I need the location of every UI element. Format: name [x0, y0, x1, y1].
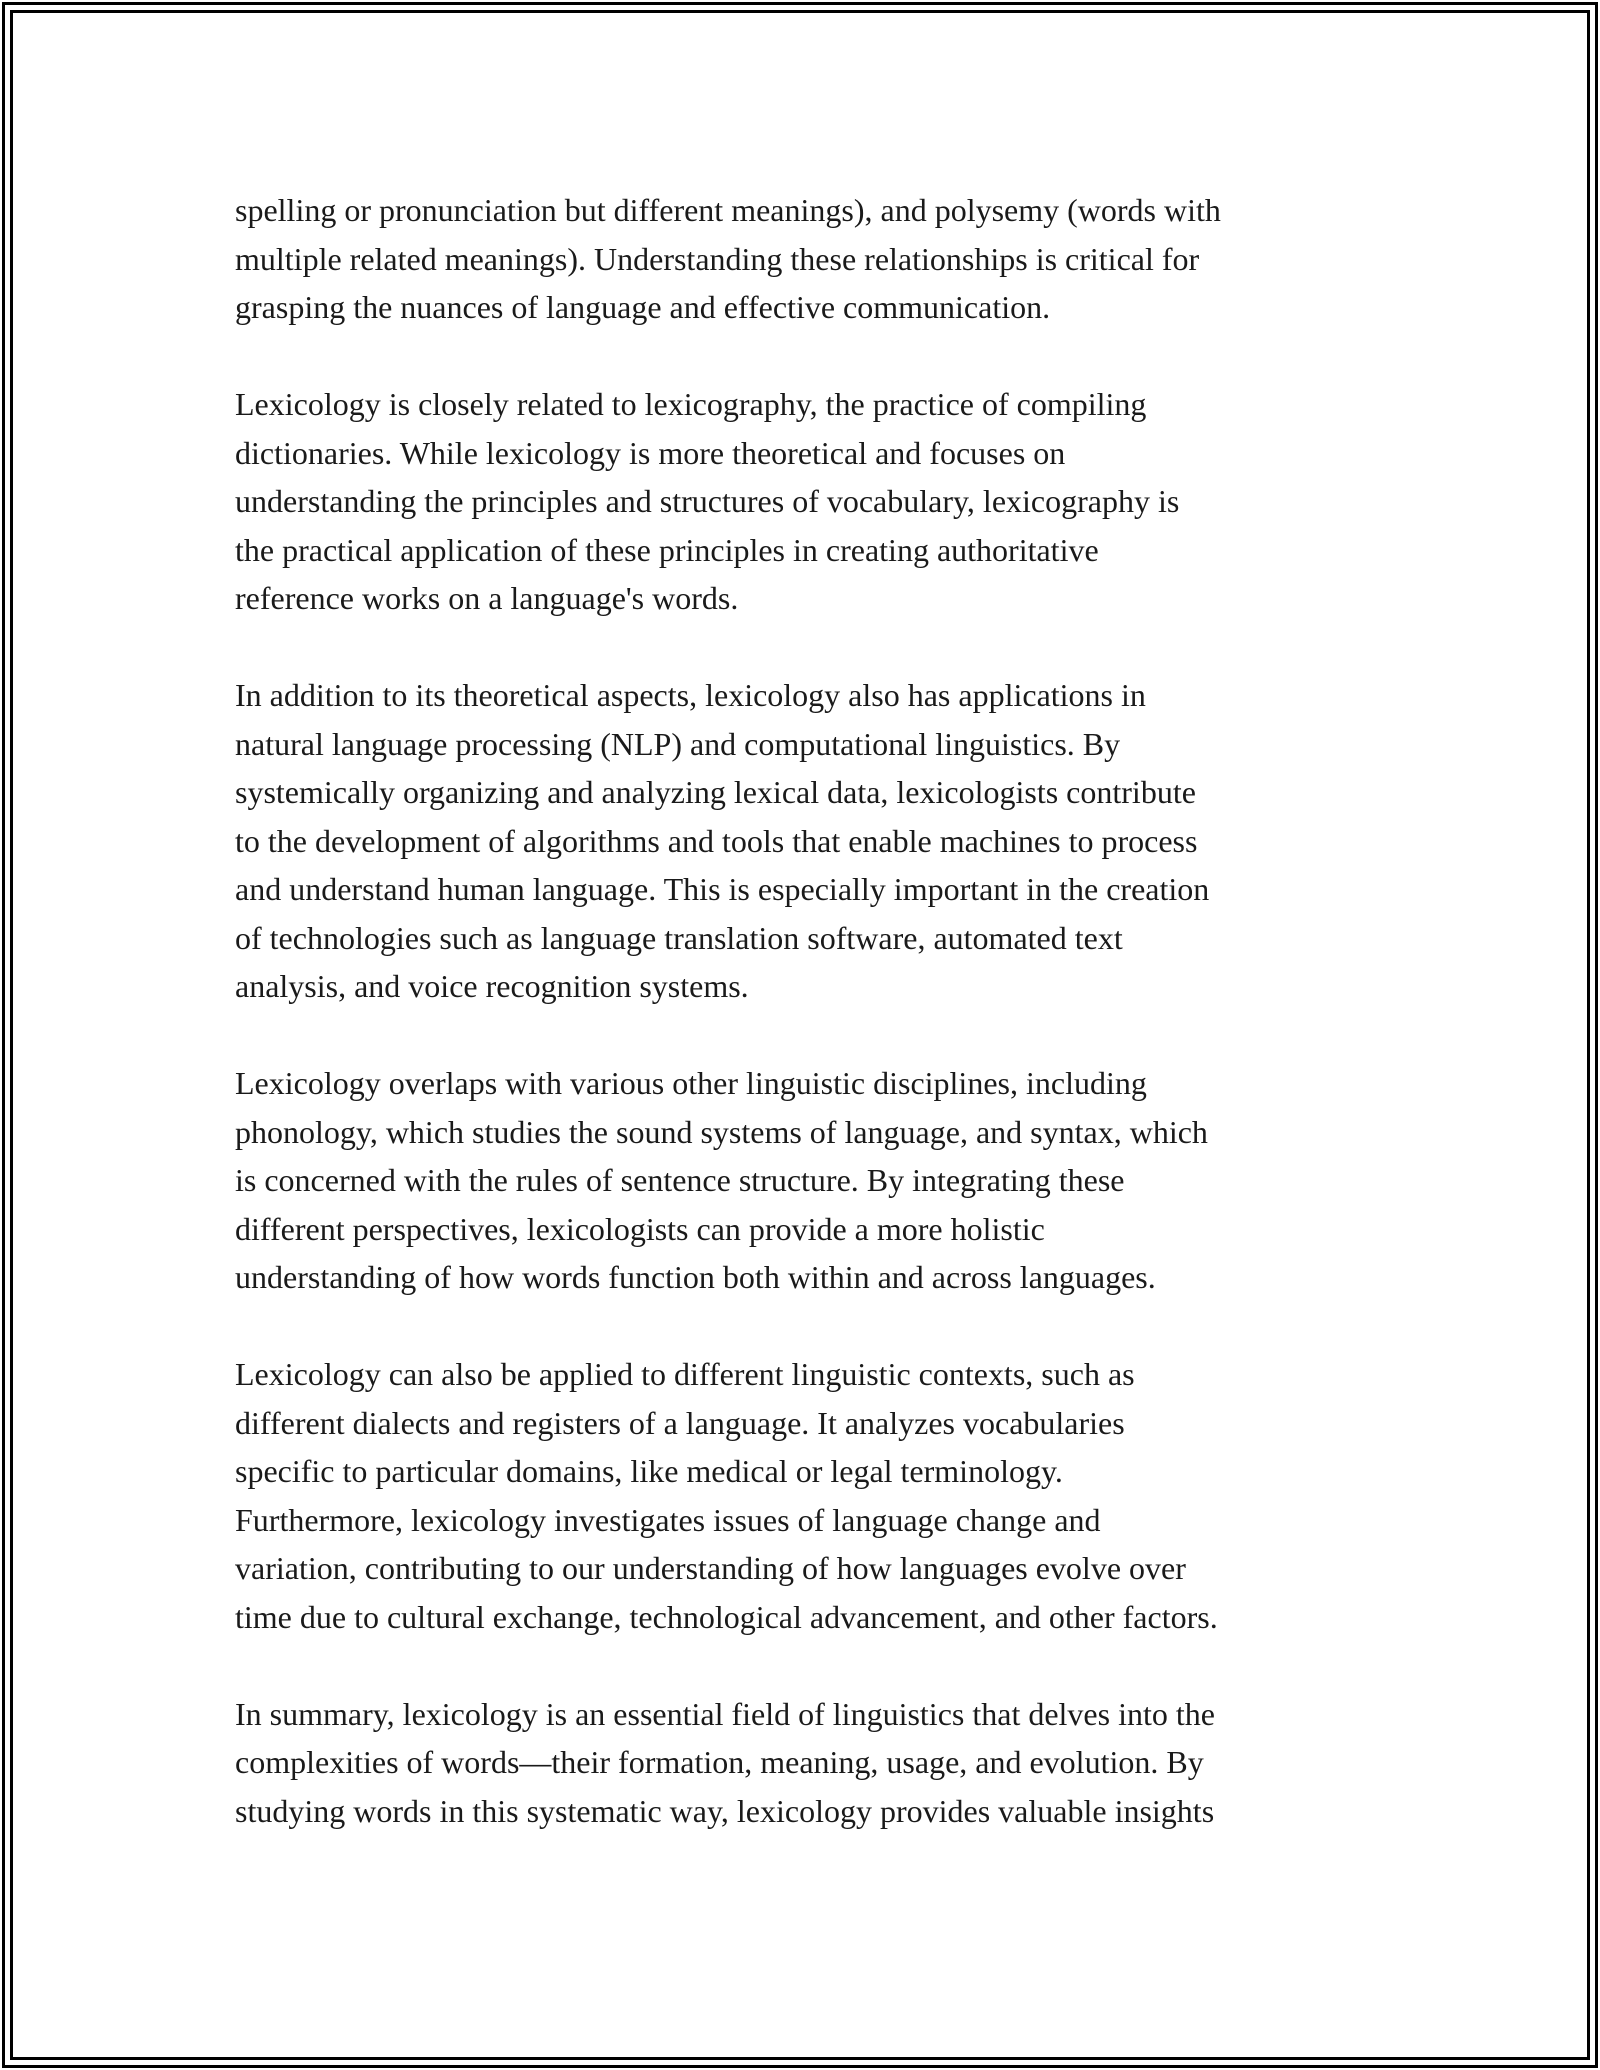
text-line: of technologies such as language translation software, automated text — [235, 919, 1123, 956]
paragraph — [235, 1350, 1370, 1641]
text-line: Lexicology overlaps with various other linguistic disciplines, including — [235, 1065, 1147, 1101]
text-line: In summary, lexicology is an essential field of linguistics that delves into the — [235, 1695, 1215, 1732]
text-line: Lexicology is closely related to lexicography, the practice of compiling — [235, 386, 1147, 422]
paragraph — [235, 1059, 1370, 1302]
text-line: studying words in this systematic way, lexicology provides valuable insights — [235, 1792, 1215, 1829]
text-line: complexities of words—their formation, meaning, usage, and evolution. By — [235, 1744, 1204, 1780]
text-line: different dialects and registers of a language. It analyzes vocabularies — [235, 1404, 1125, 1441]
text-line: reference works on a language's words. — [235, 580, 739, 616]
text-line: the practical application of these principles in creating authoritative — [235, 531, 1099, 568]
text-line: different perspectives, lexicologists can provide a more holistic — [235, 1210, 1045, 1247]
text-line: grasping the nuances of language and effective communication. — [235, 289, 1051, 325]
paragraph — [235, 380, 1370, 623]
paragraph — [235, 671, 1370, 1011]
text-line: Furthermore, lexicology investigates issues of language change and — [235, 1501, 1101, 1538]
text-line: specific to particular domains, like medical or legal terminology. — [235, 1453, 1063, 1489]
text-line: and understand human language. This is especially important in the creation — [235, 871, 1210, 907]
text-line: natural language processing (NLP) and computational linguistics. By — [235, 725, 1121, 762]
text-line: phonology, which studies the sound systems of language, and syntax, which — [235, 1113, 1208, 1150]
text-line: is concerned with the rules of sentence structure. By integrating these — [235, 1162, 1125, 1198]
text-line: to the development of algorithms and tools that enable machines to process — [235, 822, 1198, 859]
text-line: systemically organizing and analyzing lexical data, lexicologists contribute — [235, 774, 1196, 810]
text-line: multiple related meanings). Understanding these relationships is critical for — [235, 240, 1200, 277]
paragraph — [235, 186, 1370, 332]
paragraph — [235, 1690, 1370, 1836]
text-line: In addition to its theoretical aspects, lexicology also has applications in — [235, 677, 1146, 713]
text-line: understanding the principles and structures of vocabulary, lexicography is — [235, 483, 1180, 519]
text-line: time due to cultural exchange, technological advancement, and other factors. — [235, 1598, 1218, 1635]
document-body — [235, 186, 1370, 1835]
text-line: variation, contributing to our understanding of how languages evolve over — [235, 1550, 1186, 1586]
text-line: Lexicology can also be applied to different linguistic contexts, such as — [235, 1356, 1135, 1392]
text-line: understanding of how words function both within and across languages. — [235, 1259, 1156, 1295]
text-line: spelling or pronunciation but different meanings), and polysemy (words with — [235, 192, 1221, 228]
text-line: dictionaries. While lexicology is more theoretical and focuses on — [235, 434, 1066, 471]
text-line: analysis, and voice recognition systems. — [235, 968, 749, 1004]
